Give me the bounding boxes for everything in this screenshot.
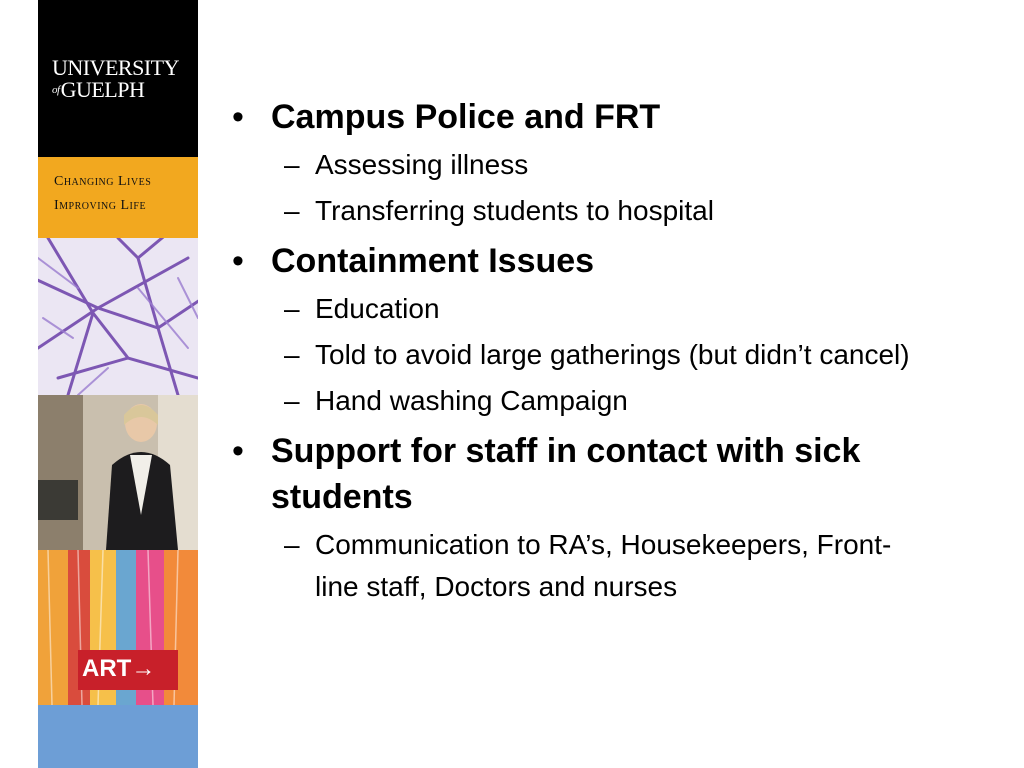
tagline-line-2: Improving Life — [54, 198, 147, 213]
slide-content — [232, 90, 992, 608]
bullet-heading: Support for staff in contact with sick students — [271, 432, 861, 516]
dash-marker: – — [284, 195, 300, 226]
tagline-block — [38, 157, 198, 238]
subitem-text: Transferring students to hospital — [315, 195, 714, 226]
subitem-text: Hand washing Campaign — [315, 385, 628, 416]
subitem-avoid-gatherings — [232, 334, 932, 376]
dash-marker: – — [284, 149, 300, 180]
bullet-heading: Containment Issues — [271, 242, 595, 280]
subitem-assessing-illness — [232, 144, 992, 186]
student-photo — [38, 395, 198, 550]
logo-guelph-line — [52, 77, 144, 103]
subitem-text: Assessing illness — [315, 149, 529, 180]
network-photo — [38, 238, 198, 395]
subitem-hand-washing — [232, 380, 992, 422]
dash-marker: – — [284, 529, 300, 560]
bullet-marker: • — [232, 242, 244, 280]
bullet-marker: • — [232, 98, 244, 136]
logo-university-text: UNIVERSITY — [52, 55, 179, 80]
subitem-text: Communication to RA’s, Housekeepers, Front-line staff, Doctors and nurses — [315, 529, 892, 602]
bullet-support-staff — [232, 428, 972, 520]
subitem-text: Told to avoid large gatherings (but didn’t cancel) — [315, 339, 910, 370]
subitem-text: Education — [315, 293, 440, 324]
art-photo — [38, 550, 198, 705]
art-sign-text: ART→ — [82, 655, 156, 682]
side-banner — [38, 0, 198, 768]
logo-guelph-text: GUELPH — [60, 77, 145, 102]
bullet-heading: Campus Police and FRT — [271, 98, 661, 136]
bullet-marker: • — [232, 432, 244, 470]
bullet-campus-police — [232, 94, 992, 140]
subitem-transferring-students — [232, 190, 992, 232]
dash-marker: – — [284, 293, 300, 324]
dash-marker: – — [284, 385, 300, 416]
subitem-education — [232, 288, 992, 330]
tagline-line-1: Changing Lives — [54, 174, 152, 189]
logo-of-text: of — [52, 84, 60, 96]
university-logo — [38, 0, 198, 157]
subitem-communication — [232, 524, 932, 608]
bullet-containment-issues — [232, 238, 992, 284]
bottom-color-bar — [38, 705, 198, 768]
dash-marker: – — [284, 339, 300, 370]
